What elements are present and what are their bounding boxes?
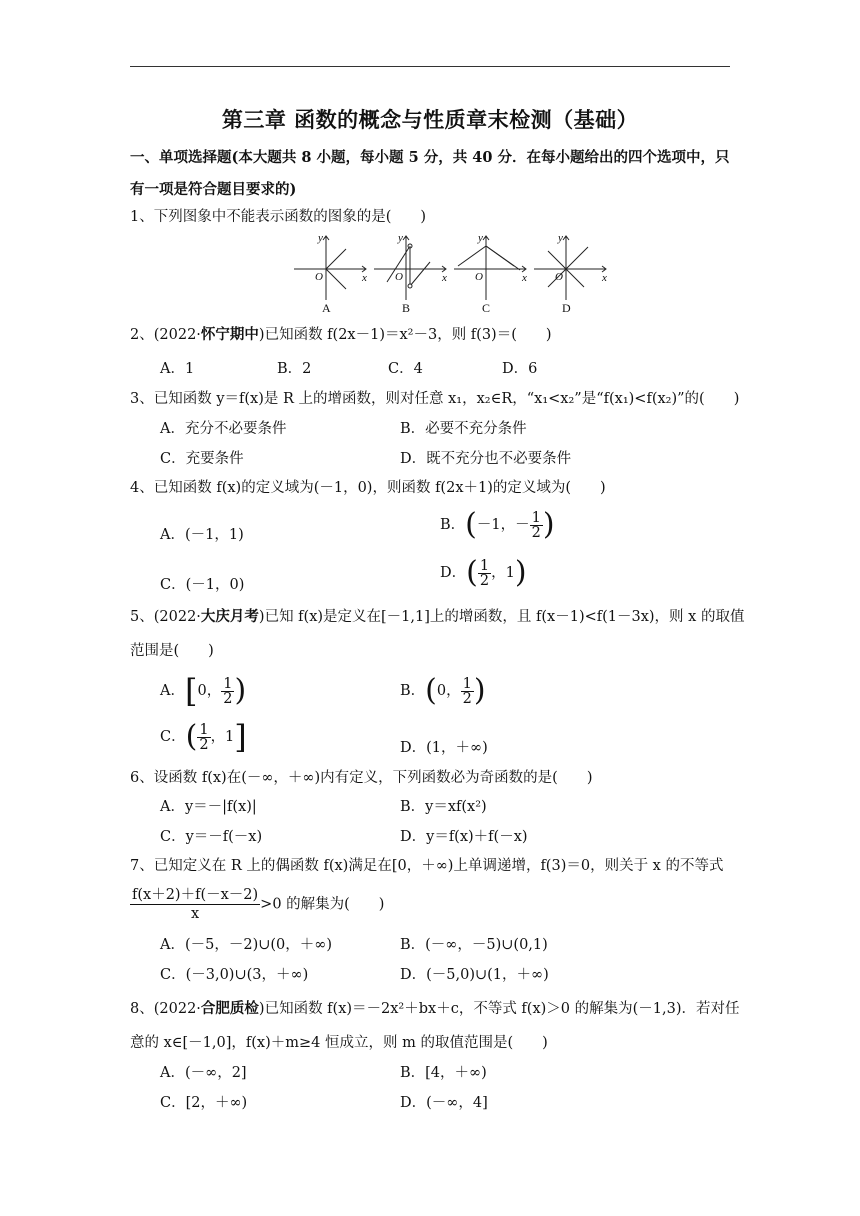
graph-d-y-label: y xyxy=(558,232,563,244)
graph-b-y-label: y xyxy=(398,232,403,244)
q6-option-b[interactable]: B．y＝xf(x²) xyxy=(400,799,487,815)
graph-b-label: B xyxy=(402,301,411,315)
graph-c-origin: O xyxy=(475,271,483,283)
graph-b xyxy=(374,236,446,300)
graph-a xyxy=(294,236,366,300)
graph-a-origin: O xyxy=(315,271,323,283)
q2-option-d[interactable]: D．6 xyxy=(502,361,538,377)
q7-option-c[interactable]: C．(－3,0)∪(3，＋∞) xyxy=(160,967,309,983)
q7-option-a[interactable]: A．(－5，－2)∪(0，＋∞) xyxy=(160,937,333,953)
section-heading-line2: 有一项是符合题目要求的) xyxy=(130,181,297,198)
q4-option-d[interactable]: D．( $\frac{1}{2}$ ，1) xyxy=(440,555,527,590)
question-8-source: 合肥质检 xyxy=(200,1000,259,1017)
top-rule xyxy=(130,66,730,67)
q7-option-d[interactable]: D．(－5,0)∪(1，＋∞) xyxy=(400,967,549,983)
graph-d-x-label: x xyxy=(602,272,607,284)
q8-option-a[interactable]: A．(－∞，2] xyxy=(160,1065,247,1081)
q7-option-b[interactable]: B．(－∞，－5)∪(0,1) xyxy=(400,937,548,953)
graph-d-origin: O xyxy=(555,271,563,283)
graph-b-x-label: x xyxy=(442,272,447,284)
question-1-graphs xyxy=(290,232,610,318)
question-6-stem: 6、设函数 f(x)在(－∞，＋∞)内有定义，下列函数必为奇函数的是( ) xyxy=(130,770,593,786)
q3-option-c[interactable]: C．充要条件 xyxy=(160,451,244,467)
q6-option-a[interactable]: A．y＝－|f(x)| xyxy=(160,799,257,815)
graph-c-y-label: y xyxy=(478,232,483,244)
q2-option-c[interactable]: C．4 xyxy=(388,361,423,377)
question-2-source: 怀宁期中 xyxy=(200,326,259,343)
q8-option-d[interactable]: D．(－∞，4] xyxy=(400,1095,488,1111)
graph-c-x-label: x xyxy=(522,272,527,284)
graph-a-x-label: x xyxy=(362,272,367,284)
function-graphs-figure xyxy=(290,232,610,318)
q3-option-d[interactable]: D．既不充分也不必要条件 xyxy=(400,451,572,467)
q5-option-c[interactable]: C．( $\frac{1}{2}$ ，1] xyxy=(160,718,247,756)
q4-option-a[interactable]: A．(－1，1) xyxy=(160,527,244,543)
graph-a-y-label: y xyxy=(318,232,323,244)
question-3-stem: 3、已知函数 y＝f(x)是 R 上的增函数，则对任意 x₁，x₂∈R，“x₁<x₂”是“f(x₁)<f(x₂)”的( ) xyxy=(130,391,740,407)
q3-option-a[interactable]: A．充分不必要条件 xyxy=(160,421,287,437)
question-7-stem-line2: $\frac{f(x+2)+f(-x-2)}{x}$ >0 的解集为( ) xyxy=(132,887,385,922)
question-7-stem-line1: 7、已知定义在 R 上的偶函数 f(x)满足在[0，＋∞)上单调递增，f(3)＝0，则关于 x 的不等式 xyxy=(130,858,724,874)
graph-b-origin: O xyxy=(395,271,403,283)
page-title: 第三章 函数的概念与性质章末检测（基础） xyxy=(221,108,639,132)
graph-c-label: C xyxy=(482,301,491,315)
q4-option-c[interactable]: C．(－1，0) xyxy=(160,577,245,593)
question-5-stem-line1: 5、(2022·大庆月考)已知 f(x)是定义在[－1,1]上的增函数，且 f(x－1)<f(1－3x)，则 x 的取值 xyxy=(130,608,745,625)
q5-option-d[interactable]: D．(1，＋∞) xyxy=(400,740,488,756)
q5-option-a[interactable]: A．[0， $\frac{1}{2}$ ) xyxy=(160,672,247,710)
q2-option-b[interactable]: B．2 xyxy=(277,361,312,377)
q8-option-b[interactable]: B．[4，＋∞) xyxy=(400,1065,487,1081)
question-8-stem-line1: 8、(2022·合肥质检)已知函数 f(x)＝－2x²＋bx＋c，不等式 f(x)＞0 的解集为(－1,3)．若对任 xyxy=(130,1000,740,1017)
graph-d xyxy=(534,236,606,300)
graph-c xyxy=(454,236,526,300)
graph-a-label: A xyxy=(322,301,331,315)
question-2-stem: 2、(2022·怀宁期中)已知函数 f(2x－1)＝x²－3，则 f(3)＝( ) xyxy=(130,326,552,343)
graph-d-label: D xyxy=(562,301,571,315)
q5-option-b[interactable]: B．(0， $\frac{1}{2}$ ) xyxy=(400,673,486,708)
question-8-stem-line2: 意的 x∈[－1,0]，f(x)＋m≥4 恒成立，则 m 的取值范围是( ) xyxy=(130,1035,548,1051)
section-heading-line1: 一、单项选择题(本大题共 8 小题，每小题 5 分，共 40 分．在每小题给出的四个选项中，只 xyxy=(130,149,730,166)
q8-option-c[interactable]: C．[2，＋∞) xyxy=(160,1095,248,1111)
question-1-stem: 1、下列图象中不能表示函数的图象的是( ) xyxy=(130,209,427,225)
q2-option-a[interactable]: A．1 xyxy=(160,361,195,377)
q6-option-d[interactable]: D．y＝f(x)＋f(－x) xyxy=(400,829,528,845)
q6-option-c[interactable]: C．y＝－f(－x) xyxy=(160,829,263,845)
q4-option-b[interactable]: B．(－1，－ $\frac{1}{2}$ ) xyxy=(440,507,555,542)
question-5-stem-line2: 范围是( ) xyxy=(130,643,214,659)
q3-option-b[interactable]: B．必要不充分条件 xyxy=(400,421,527,437)
question-4-stem: 4、已知函数 f(x)的定义域为(－1，0)，则函数 f(2x＋1)的定义域为( ) xyxy=(130,480,606,496)
question-5-source: 大庆月考 xyxy=(200,608,259,625)
